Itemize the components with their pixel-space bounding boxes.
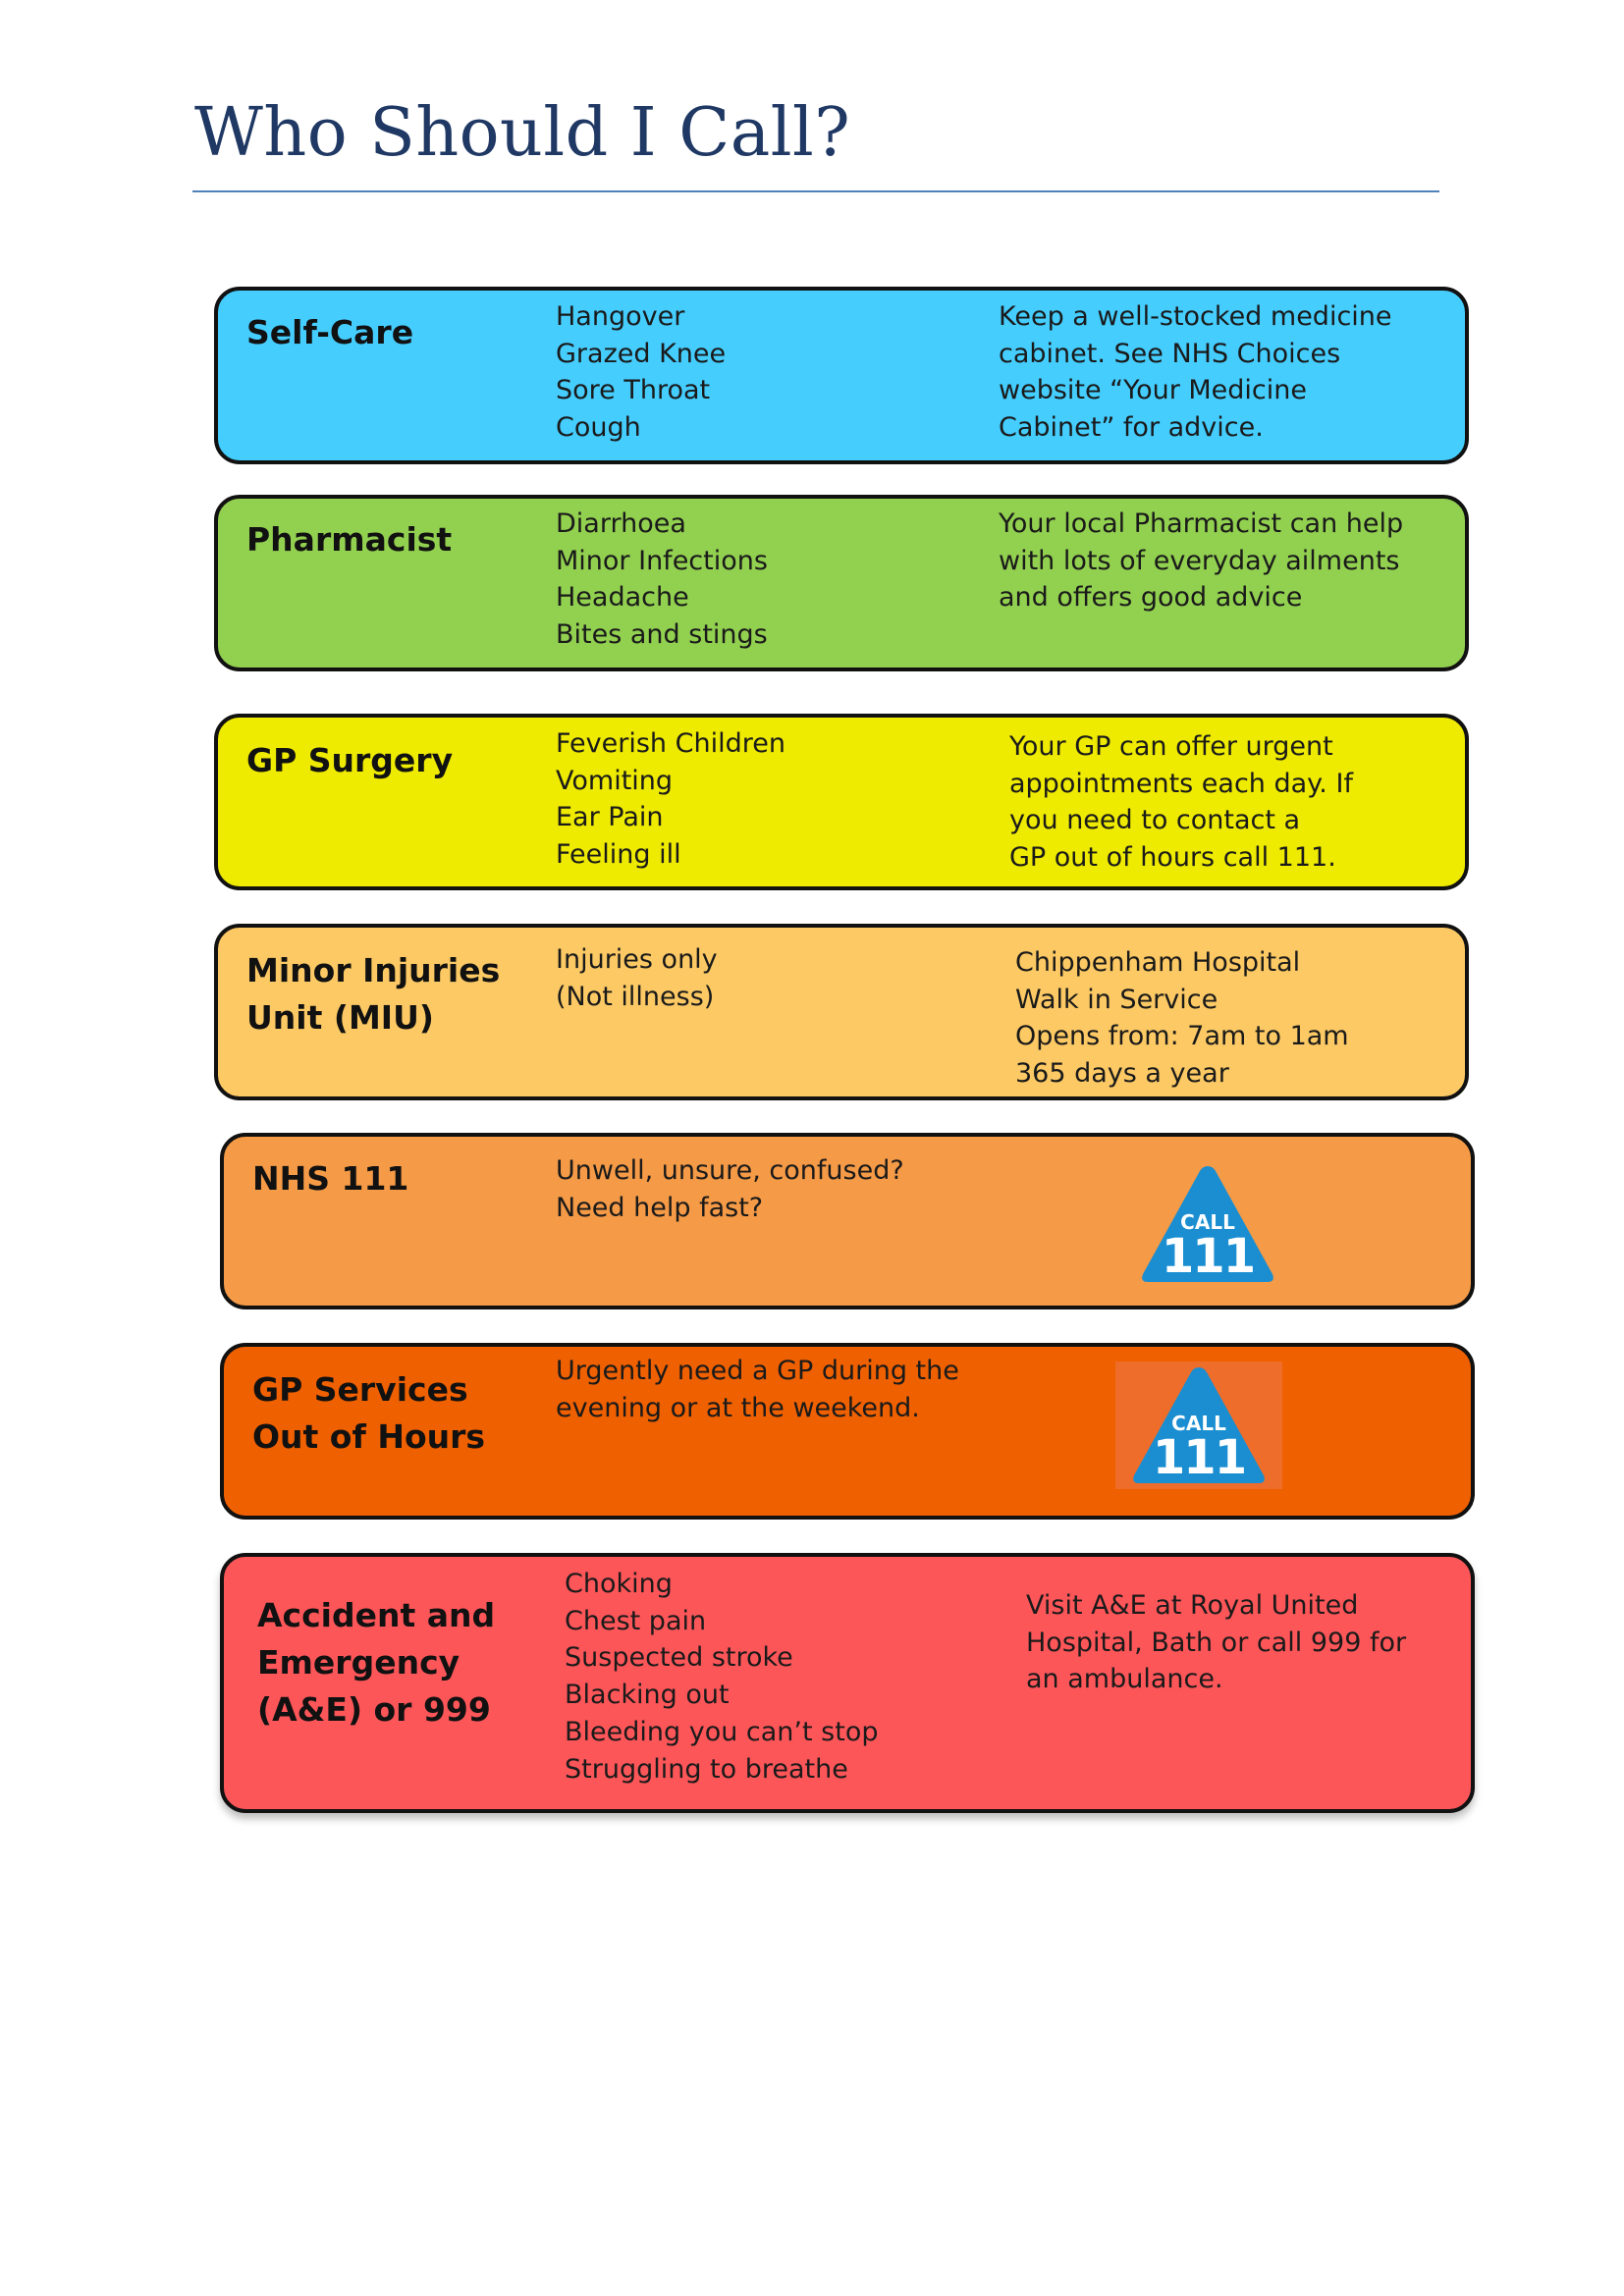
- symptom-item: Suspected stroke: [565, 1642, 793, 1674]
- call-111-badge: [1115, 1362, 1282, 1489]
- title-divider: [192, 190, 1439, 192]
- card-title: GP Services Out of Hours: [252, 1370, 486, 1456]
- advice-line: Chippenham Hospital: [1015, 947, 1301, 978]
- advice-text: [1026, 1587, 1406, 1698]
- symptom-item: Minor Infections: [556, 545, 768, 576]
- call-111-badge: [1124, 1160, 1291, 1288]
- call-badge-label: CALL: [1180, 1210, 1235, 1234]
- symptom-list: [556, 506, 768, 654]
- symptom-item: Bleeding you can’t stop: [565, 1716, 879, 1747]
- symptom-item: Chest pain: [565, 1605, 707, 1636]
- symptom-item: Headache: [556, 582, 689, 614]
- card-gp-out-of-hours: [220, 1343, 1475, 1520]
- card-title: GP Surgery: [246, 741, 454, 779]
- symptom-item: Urgently need a GP during the: [556, 1356, 959, 1386]
- symptom-item: Unwell, unsure, confused?: [556, 1155, 904, 1186]
- card-minor-injuries-unit: [214, 924, 1469, 1100]
- symptom-list: [556, 941, 718, 1015]
- symptom-item: Hangover: [556, 301, 685, 332]
- page-title: Who Should I Call?: [194, 94, 851, 172]
- advice-line: Your local Pharmacist can help: [999, 508, 1404, 539]
- advice-line: Keep a well-stocked medicine: [999, 301, 1392, 332]
- symptom-list: [556, 1353, 959, 1426]
- call-badge-number: 111: [1161, 1229, 1255, 1284]
- card-title: Self-Care: [246, 313, 414, 351]
- advice-line: an ambulance.: [1026, 1664, 1223, 1695]
- symptom-item: Diarrhoea: [556, 508, 686, 539]
- symptom-list: [556, 298, 726, 447]
- card-accident-and-emergency: [220, 1553, 1475, 1813]
- symptom-item: Ear Pain: [556, 802, 664, 833]
- symptom-item: Bites and stings: [556, 619, 768, 651]
- symptom-item: (Not illness): [556, 981, 715, 1012]
- advice-line: Your GP can offer urgent: [1009, 731, 1333, 762]
- advice-text: [1009, 728, 1353, 877]
- advice-line: Walk in Service: [1015, 984, 1218, 1015]
- advice-line: Opens from: 7am to 1am: [1015, 1021, 1349, 1052]
- card-title: Pharmacist: [246, 520, 453, 559]
- symptom-item: Feverish Children: [556, 728, 785, 759]
- advice-line: 365 days a year: [1015, 1058, 1229, 1090]
- card-title: Accident and Emergency (A&E) or 999: [257, 1596, 496, 1729]
- card-gp-surgery: [214, 714, 1469, 890]
- card-pharmacist: [214, 495, 1469, 671]
- symptom-item: Vomiting: [556, 765, 674, 796]
- symptom-list: [565, 1566, 878, 1788]
- advice-line: Hospital, Bath or call 999 for: [1026, 1627, 1407, 1658]
- advice-line: Cabinet” for advice.: [999, 412, 1264, 444]
- advice-text: [999, 298, 1392, 447]
- call-badge-number: 111: [1152, 1430, 1246, 1485]
- card-nhs-111: [220, 1133, 1475, 1309]
- symptom-item: Cough: [556, 412, 641, 444]
- advice-line: Visit A&E at Royal United: [1026, 1590, 1359, 1621]
- advice-line: website “Your Medicine: [999, 375, 1308, 406]
- card-self-care: [214, 287, 1469, 464]
- card-title: Minor Injuries Unit (MIU): [246, 951, 501, 1037]
- advice-line: with lots of everyday ailments: [999, 545, 1400, 576]
- advice-text: [1015, 944, 1349, 1093]
- symptom-item: Struggling to breathe: [565, 1753, 848, 1785]
- symptom-list: [556, 1152, 904, 1226]
- call-badge-label: CALL: [1171, 1412, 1226, 1435]
- advice-line: and offers good advice: [999, 582, 1303, 614]
- advice-line: GP out of hours call 111.: [1009, 842, 1336, 874]
- symptom-item: Feeling ill: [556, 839, 681, 871]
- advice-line: you need to contact a: [1009, 805, 1301, 836]
- symptom-item: Choking: [565, 1569, 673, 1599]
- symptom-list: [556, 725, 785, 874]
- symptom-item: Injuries only: [556, 944, 718, 975]
- advice-line: cabinet. See NHS Choices: [999, 338, 1341, 369]
- advice-text: [999, 506, 1403, 616]
- advice-line: appointments each day. If: [1009, 768, 1353, 799]
- symptom-item: Blacking out: [565, 1680, 730, 1711]
- symptom-item: evening or at the weekend.: [556, 1392, 920, 1423]
- symptom-item: Sore Throat: [556, 375, 711, 406]
- symptom-item: Need help fast?: [556, 1192, 764, 1223]
- card-title: NHS 111: [252, 1159, 409, 1198]
- symptom-item: Grazed Knee: [556, 338, 727, 369]
